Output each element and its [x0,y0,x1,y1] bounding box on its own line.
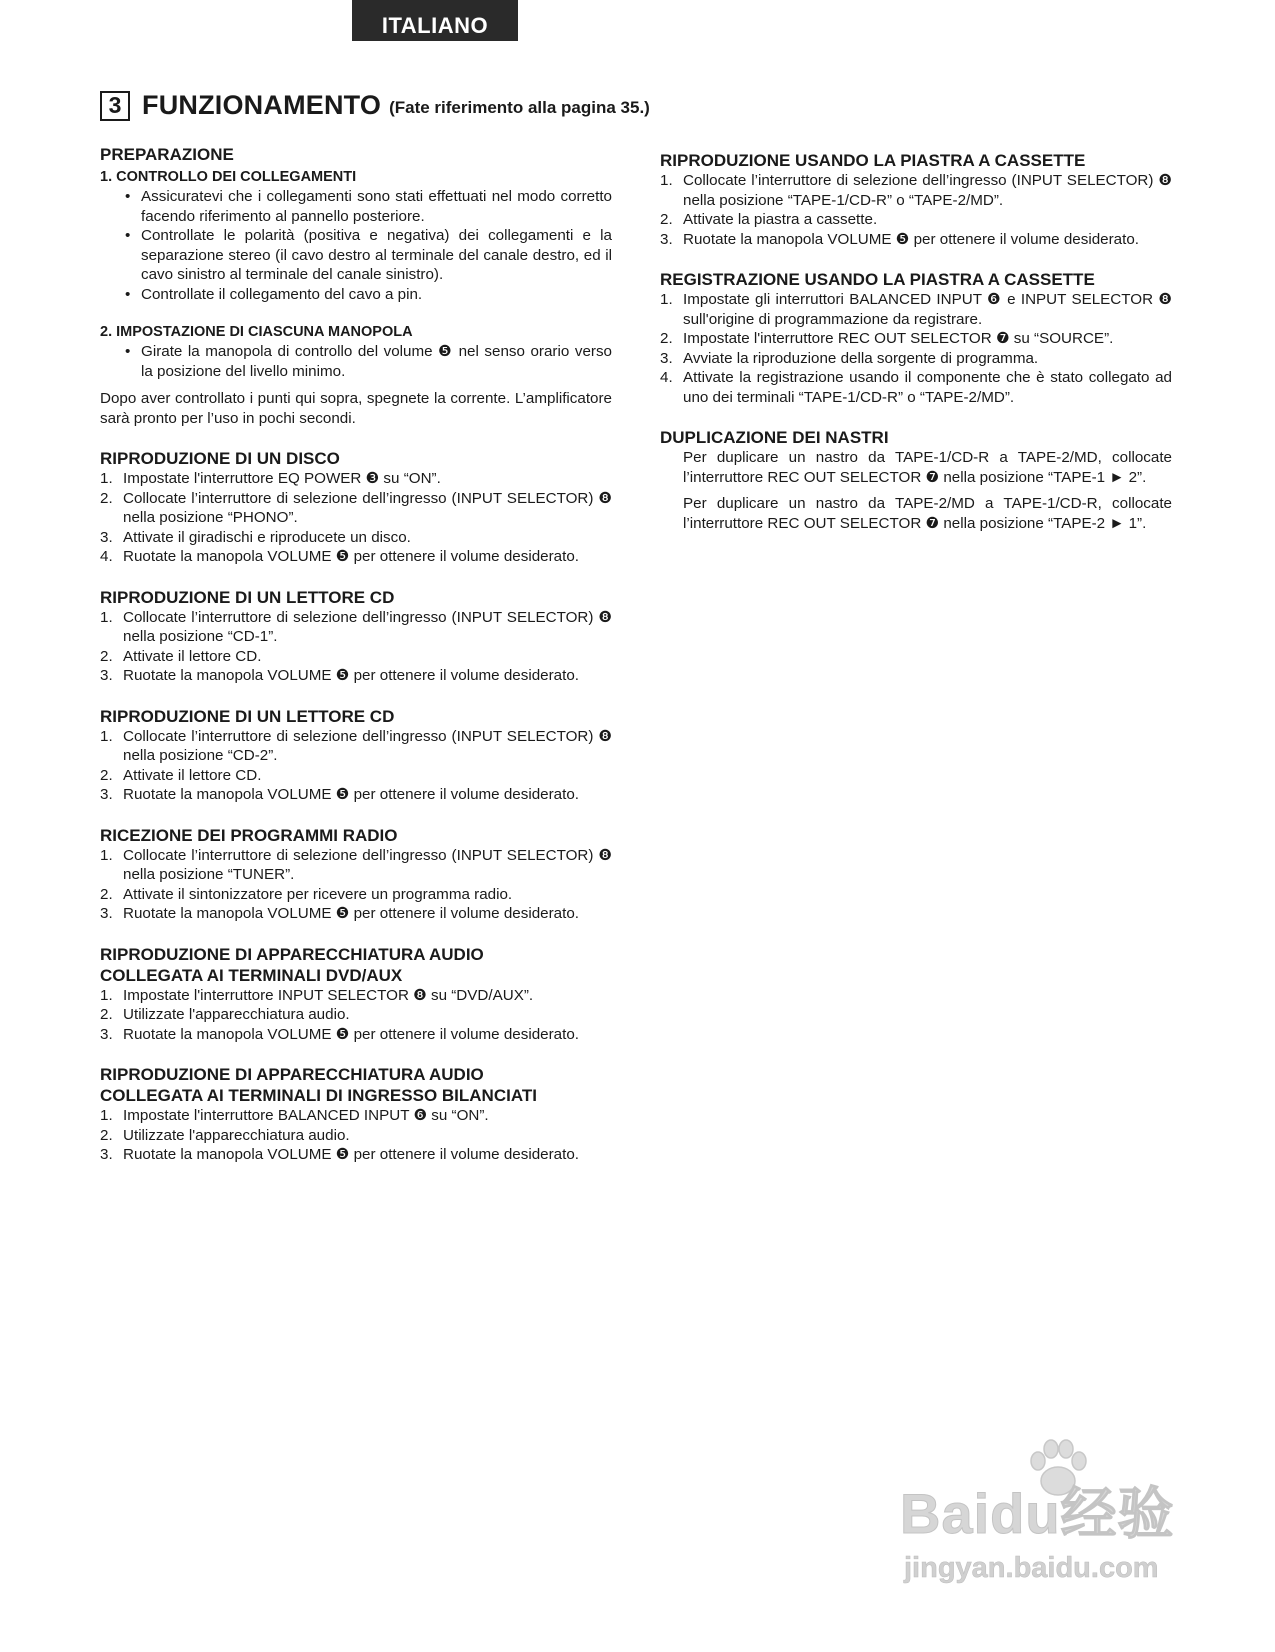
preparation-section [100,144,612,428]
step-item: 2. Attivate il sintonizzatore per ricevere un programma radio. [100,885,513,903]
subsection-heading: 1. CONTROLLO DEI COLLEGAMENTI [100,169,357,185]
step-item: 2. Utilizzate l'apparecchiatura audio. [100,1126,350,1144]
step-item: 3. Ruotate la manopola VOLUME ❺ per ottenere il volume desiderato. [100,905,579,922]
section-heading: RIPRODUZIONE DI APPARECCHIATURA AUDIO [100,944,484,964]
section-heading: COLLEGATA AI TERMINALI DI INGRESSO BILANCIATI [100,1086,537,1105]
section-heading: DUPLICAZIONE DEI NASTRI [660,428,889,447]
step-item: 3. Ruotate la manopola VOLUME ❺ per ottenere il volume desiderato. [100,1146,579,1163]
step-item: 1. Impostate l'interruttore INPUT SELECTOR ❽ su “DVD/AUX”. [100,986,534,1004]
bullet-item: • Girate la manopola di controllo del volume ❺ nel senso orario verso la posizione del livello minimo. [125,343,612,380]
step-item: 1. Collocate l’interruttore di selezione dell’ingresso (INPUT SELECTOR) ❽ nella posizione “TUNER”. [100,846,612,883]
step-item: 1. Impostate gli interruttori BALANCED INPUT ❻ e INPUT SELECTOR ❽ sull'origine di programmazione da registrare. [660,291,1172,328]
watermark-url: jingyan.baidu.com [904,1552,1159,1584]
section-heading: COLLEGATA AI TERMINALI DVD/AUX [100,965,403,985]
bullet-item: • Controllate le polarità (positiva e negativa) dei collegamenti e la separazione stereo (il cavo destro al terminale del canale destro, ed il cavo sinistro al terminale del canale sinistro). [125,227,612,283]
section-heading: RIPRODUZIONE USANDO LA PIASTRA A CASSETTE [660,151,1086,170]
step-item: 2. Impostate l'interruttore REC OUT SELECTOR ❼ su “SOURCE”. [660,330,1114,347]
step-item: 3. Attivate il giradischi e riproducete un disco. [100,528,411,546]
section-heading: RIPRODUZIONE DI UN DISCO [100,449,340,468]
disc-playback-section [100,448,612,567]
tape-recording-section [660,269,1172,407]
radio-reception-section [100,825,612,924]
section-reference: (Fate riferimento alla pagina 35.) [389,97,650,117]
step-item: 3. Ruotate la manopola VOLUME ❺ per ottenere il volume desiderato. [100,1025,579,1043]
step-item: 1. Impostate l'interruttore EQ POWER ❸ su “ON”. [100,470,441,487]
baidu-watermark [900,1435,1200,1605]
step-item: 3. Avviate la riproduzione della sorgente di programma. [660,349,1039,367]
left-column [100,144,612,1185]
step-item: 2. Collocate l’interruttore di selezione dell’ingresso (INPUT SELECTOR) ❽ nella posizione “PHONO”. [100,489,612,526]
tape-dubbing-section [660,427,1172,533]
step-item: 1. Collocate l’interruttore di selezione dell’ingresso (INPUT SELECTOR) ❽ nella posizione “CD-2”. [100,727,612,764]
bullet-item: • Controllate il collegamento del cavo a pin. [125,285,423,303]
cd1-playback-section [100,587,612,686]
step-item: 2. Attivate il lettore CD. [100,647,262,665]
section-heading: RIPRODUZIONE DI APPARECCHIATURA AUDIO [100,1065,484,1084]
language-tab: ITALIANO [352,0,518,41]
section-title: FUNZIONAMENTO [142,90,382,120]
paragraph: Per duplicare un nastro da TAPE-1/CD-R a TAPE-2/MD, collocate l’interruttore REC OUT SELECTOR ❼ nella posizione “TAPE-1 ► 2”. [683,449,1172,486]
step-item: 3. Ruotate la manopola VOLUME ❺ per ottenere il volume desiderato. [100,667,579,684]
step-item: 2. Attivate la piastra a cassette. [660,211,878,228]
cd2-playback-section [100,706,612,805]
paragraph: Per duplicare un nastro da TAPE-2/MD a TAPE-1/CD-R, collocate l’interruttore REC OUT SELECTOR ❼ nella posizione “TAPE-2 ► 1”. [683,495,1172,532]
step-item: 1. Collocate l’interruttore di selezione dell’ingresso (INPUT SELECTOR) ❽ nella posizione “TAPE-1/CD-R” o “TAPE-2/MD”. [660,172,1172,209]
section-heading: PREPARAZIONE [100,145,234,164]
step-item: 4. Ruotate la manopola VOLUME ❺ per ottenere il volume desiderato. [100,548,579,565]
subsection-heading: 2. IMPOSTAZIONE DI CIASCUNA MANOPOLA [100,324,413,340]
step-item: 3. Ruotate la manopola VOLUME ❺ per ottenere il volume desiderato. [660,230,1139,248]
section-heading: REGISTRAZIONE USANDO LA PIASTRA A CASSETTE [660,270,1095,289]
section-header [100,90,650,121]
step-item: 2. Attivate il lettore CD. [100,766,262,784]
right-column [660,150,1172,553]
step-item: 1. Collocate l’interruttore di selezione dell’ingresso (INPUT SELECTOR) ❽ nella posizione “CD-1”. [100,608,612,645]
bullet-item: • Assicuratevi che i collegamenti sono stati effettuati nel modo corretto facendo riferimento al pannello posteriore. [125,188,612,225]
tape-playback-section [660,150,1172,249]
step-item: 3. Ruotate la manopola VOLUME ❺ per ottenere il volume desiderato. [100,786,579,803]
paragraph: Dopo aver controllato i punti qui sopra, spegnete la corrente. L’amplificatore sarà pronto per l’uso in pochi secondi. [100,390,612,427]
section-number: 3 [100,91,130,121]
step-item: 2. Utilizzate l'apparecchiatura audio. [100,1006,350,1023]
step-item: 4. Attivate la registrazione usando il componente che è stato collegato ad uno dei terminali “TAPE-1/CD-R” o “TAPE-2/MD”. [660,369,1172,406]
section-heading: RICEZIONE DEI PROGRAMMI RADIO [100,825,398,845]
section-heading: RIPRODUZIONE DI UN LETTORE CD [100,706,395,726]
balanced-input-section [100,1064,612,1165]
section-heading: RIPRODUZIONE DI UN LETTORE CD [100,587,395,607]
dvd-aux-section [100,944,612,1045]
watermark-brand: Baidu经验 [900,1482,1175,1545]
step-item: 1. Impostate l'interruttore BALANCED INPUT ❻ su “ON”. [100,1107,489,1124]
